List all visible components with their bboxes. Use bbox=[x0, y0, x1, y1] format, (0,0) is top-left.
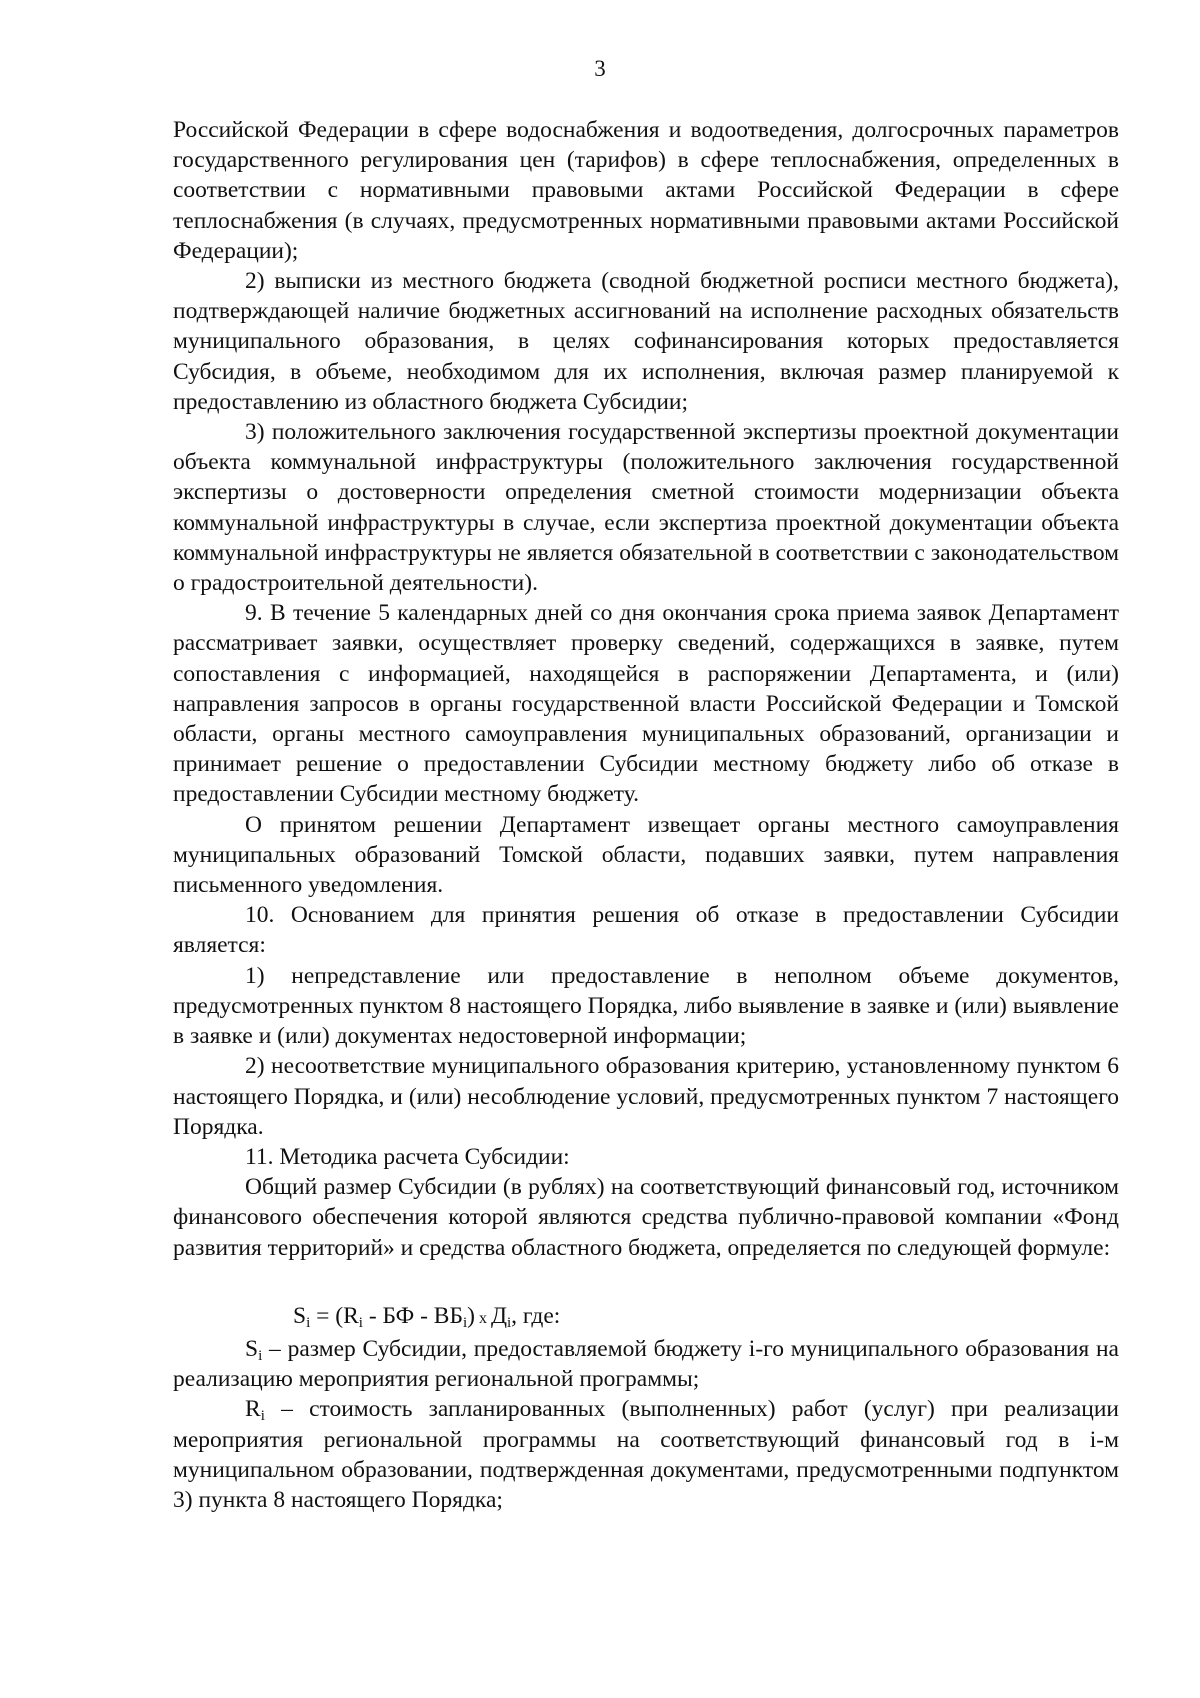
paragraph-refusal-2: 2) несоответствие муниципального образования критерию, установленному пунктом 6 настоящего Порядка, и (или) несоблюдение условий, предусмотренных пунктом 7 настоящего Порядка. bbox=[173, 1053, 1119, 1140]
definition-si: $S_i$ – размер Субсидии, предоставляемой бюджету i-го муниципального образования на реализацию мероприятия региональной программы; bbox=[173, 1335, 1119, 1393]
paragraph-clause-10: 10. Основанием для принятия решения об отказе в предоставлении Субсидии является: bbox=[173, 902, 1119, 959]
paragraph-formula-intro: Общий размер Субсидии (в рублях) на соответствующий финансовый год, источником финансового обеспечения которой являются средства публично-правовой компании «Фонд развития территорий» и средства областного бюджета, определяется по следующей формуле: bbox=[173, 1174, 1119, 1261]
subsidy-formula: $S_i = (R_i$ - БФ - $ВБ_i$) х $Д_i$, где: bbox=[293, 1302, 561, 1331]
definition-ri: $R_i$ – стоимость запланированных (выполненных) работ (услуг) при реализации мероприятия региональной программы на соответствующий финансовый год в i-м муниципальном образовании, подтвержденная документами, предусмотренными подпунктом 3) пункта 8 настоящего Порядка; bbox=[173, 1396, 1119, 1513]
paragraph-continuation: Российской Федерации в сфере водоснабжения и водоотведения, долгосрочных параметров государственного регулирования цен (тарифов) в сфере теплоснабжения, определенных в соответствии с нормативными правовыми актами Российской Федерации в сфере теплоснабжения (в случаях, предусмотренных нормативными правовыми актами Российской Федерации); bbox=[173, 117, 1119, 264]
paragraph-refusal-1: 1) непредставление или предоставление в неполном объеме документов, предусмотренных пунктом 8 настоящего Порядка, либо выявление в заявке и (или) выявление в заявке и (или) документах недостоверной информации; bbox=[173, 962, 1119, 1050]
page-number: 3 bbox=[594, 56, 606, 81]
paragraph-item-2: 2) выписки из местного бюджета (сводной бюджетной росписи местного бюджета), подтверждающей наличие бюджетных ассигнований на исполнение расходных обязательств муниципального образования, в целях софинансирования которых предоставляется Субсидия, в объеме, необходимом для их исполнения, включая размер планируемой к предоставлению из областного бюджета Субсидии; bbox=[173, 268, 1119, 415]
document-body bbox=[173, 115, 1119, 1515]
paragraph-clause-9: 9. В течение 5 календарных дней со дня окончания срока приема заявок Департамент рассматривает заявки, осуществляет проверку сведений, содержащихся в заявке, путем сопоставления с информацией, находящейся в распоряжении Департамента, и (или) направления запросов в органы государственной власти Российской Федерации и Томской области, органы местного самоуправления муниципальных образований, организации и принимает решение о предоставлении Субсидии местному бюджету либо об отказе в предоставлении Субсидии местному бюджету. bbox=[173, 600, 1119, 808]
paragraph-item-3: 3) положительного заключения государственной экспертизы проектной документации объекта коммунальной инфраструктуры (положительного заключения государственной экспертизы о достоверности определения сметной стоимости модернизации объекта коммунальной инфраструктуры в случае, если экспертиза проектной документации объекта коммунальной инфраструктуры не является обязательной в соответствии с законодательством о градостроительной деятельности). bbox=[173, 419, 1119, 597]
paragraph-clause-11: 11. Методика расчета Субсидии: bbox=[245, 1143, 570, 1170]
paragraph-decision-notice: О принятом решении Департамент извещает органы местного самоуправления муниципальных образований Томской области, подавших заявки, путем направления письменного уведомления. bbox=[173, 811, 1119, 899]
